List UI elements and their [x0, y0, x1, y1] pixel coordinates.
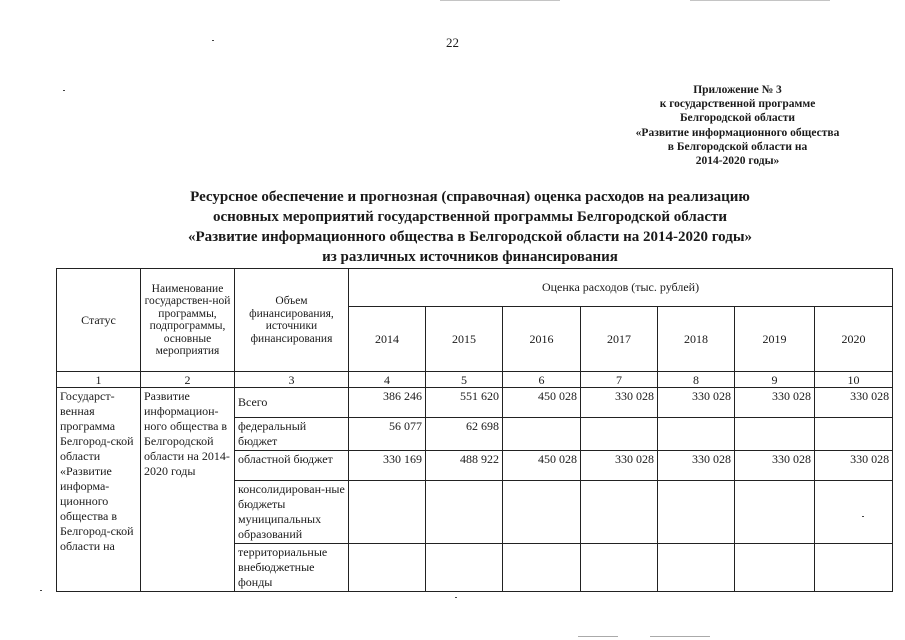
value-cell: 330 028 — [735, 451, 815, 481]
value-cell — [426, 544, 503, 592]
page-number: 22 — [446, 35, 459, 50]
column-number: 8 — [658, 372, 735, 388]
header-program-name: Наименование государствен-ной программы, подпрограммы, основные мероприятия — [141, 269, 235, 372]
status-cell: Государст-венная программа Белгород-ской области «Развитие информа-ционного общества в Белгород-ской области на — [57, 388, 141, 592]
value-cell: 450 028 — [503, 388, 581, 418]
value-cell: 330 028 — [735, 388, 815, 418]
value-cell: 56 077 — [349, 418, 426, 451]
source-cell: территориальные внебюджетные фонды — [235, 544, 349, 592]
header-funding-volume: Объем финансирования, источники финансирования — [235, 269, 349, 372]
scan-edge-line — [440, 0, 560, 1]
title-line: основных мероприятий государственной программы Белгородской области — [212, 209, 727, 225]
scan-speck — [455, 597, 457, 598]
source-cell: консолидирован-ные бюджеты муниципальных образований — [235, 481, 349, 544]
value-cell: 330 169 — [349, 451, 426, 481]
scan-edge-line — [578, 636, 618, 637]
column-number: 10 — [815, 372, 893, 388]
column-number: 4 — [349, 372, 426, 388]
scan-speck — [40, 590, 42, 591]
value-cell — [658, 481, 735, 544]
value-cell — [581, 481, 658, 544]
header-year: 2016 — [503, 307, 581, 372]
title-line: Ресурсное обеспечение и прогнозная (справочная) оценка расходов на реализацию — [190, 189, 750, 205]
source-cell: Всего — [235, 388, 349, 418]
value-cell — [349, 481, 426, 544]
value-cell — [581, 544, 658, 592]
appendix-heading — [600, 83, 875, 168]
header-year: 2017 — [581, 307, 658, 372]
header-year: 2018 — [658, 307, 735, 372]
appendix-line: в Белгородской области на — [667, 140, 808, 153]
column-number: 3 — [235, 372, 349, 388]
value-cell — [503, 418, 581, 451]
header-status: Статус — [57, 269, 141, 372]
appendix-line: Приложение № 3 — [693, 84, 782, 96]
value-cell: 330 028 — [581, 388, 658, 418]
scan-edge-line — [650, 636, 710, 637]
appendix-line: «Развитие информационного общества — [635, 126, 840, 139]
title-line: из различных источников финансирования — [322, 249, 618, 265]
header-year: 2020 — [815, 307, 893, 372]
appendix-line: к государственной программе — [659, 98, 816, 111]
value-cell: 330 028 — [815, 388, 893, 418]
column-number: 9 — [735, 372, 815, 388]
scan-speck — [862, 516, 864, 517]
column-number: 6 — [503, 372, 581, 388]
value-cell — [735, 481, 815, 544]
value-cell: 330 028 — [658, 388, 735, 418]
scan-speck — [212, 40, 214, 41]
header-expense-estimate: Оценка расходов (тыс. рублей) — [349, 269, 893, 307]
column-number: 5 — [426, 372, 503, 388]
header-year: 2019 — [735, 307, 815, 372]
scan-edge-line — [690, 0, 830, 1]
value-cell — [503, 481, 581, 544]
value-cell — [349, 544, 426, 592]
value-cell: 330 028 — [658, 451, 735, 481]
value-cell — [735, 544, 815, 592]
table-row-total — [57, 388, 893, 418]
title-line: «Развитие информационного общества в Белгородской области на 2014-2020 годы» — [187, 229, 753, 245]
scan-speck — [63, 90, 65, 91]
program-name-cell: Развитие информацион-ного общества в Белгородской области на 2014-2020 годы — [141, 388, 235, 592]
header-year: 2014 — [349, 307, 426, 372]
column-number: 7 — [581, 372, 658, 388]
budget-table — [56, 268, 893, 592]
header-year: 2015 — [426, 307, 503, 372]
value-cell — [503, 544, 581, 592]
value-cell — [815, 418, 893, 451]
value-cell: 62 698 — [426, 418, 503, 451]
value-cell: 330 028 — [581, 451, 658, 481]
column-number: 1 — [57, 372, 141, 388]
value-cell — [735, 418, 815, 451]
column-number-row — [57, 372, 893, 388]
value-cell — [426, 481, 503, 544]
value-cell: 386 246 — [349, 388, 426, 418]
value-cell: 488 922 — [426, 451, 503, 481]
source-cell: областной бюджет — [235, 451, 349, 481]
source-cell: федеральный бюджет — [235, 418, 349, 451]
value-cell — [815, 481, 893, 544]
appendix-line: 2014-2020 годы» — [695, 155, 780, 168]
column-number: 2 — [141, 372, 235, 388]
header-row — [57, 269, 893, 307]
appendix-line: Белгородской области — [679, 112, 796, 125]
value-cell — [658, 544, 735, 592]
value-cell: 330 028 — [815, 451, 893, 481]
value-cell: 450 028 — [503, 451, 581, 481]
value-cell — [658, 418, 735, 451]
document-title — [120, 187, 820, 267]
value-cell — [581, 418, 658, 451]
value-cell: 551 620 — [426, 388, 503, 418]
value-cell — [815, 544, 893, 592]
